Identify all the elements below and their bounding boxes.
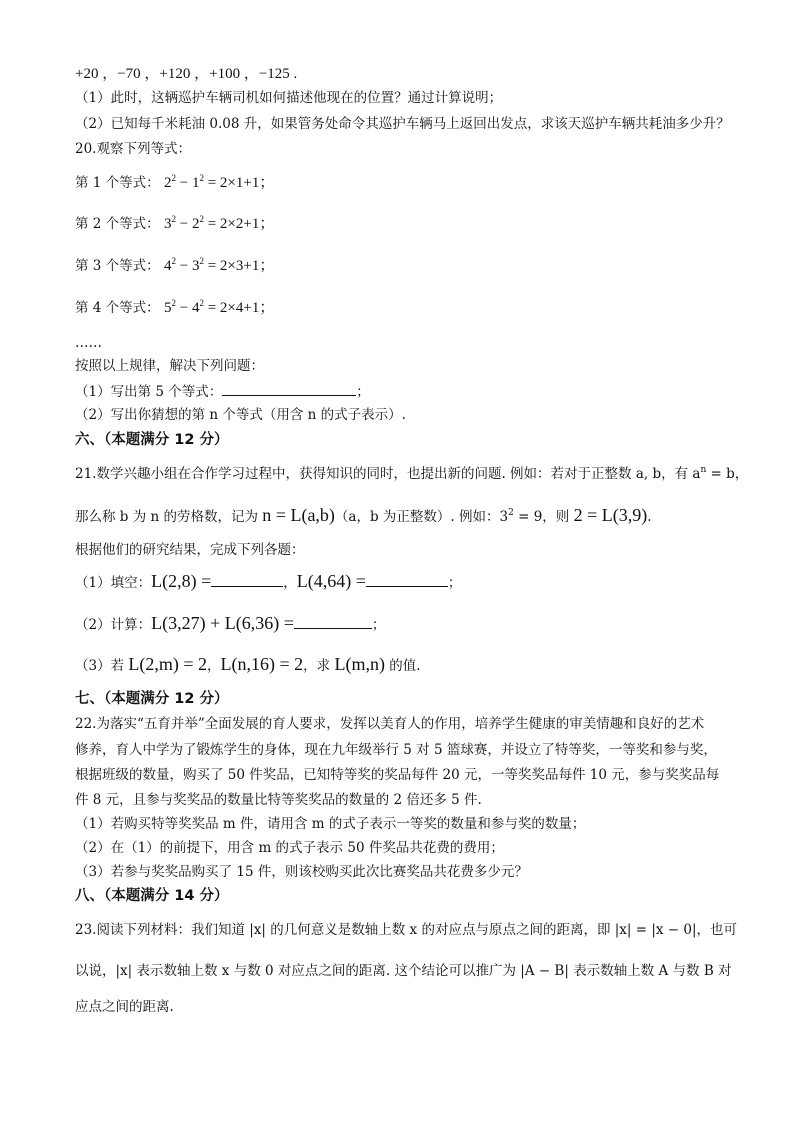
section-7-heading: 七、（本题满分 12 分） [75,691,229,707]
q21-line2: 那么称 b 为 n 的劳格数，记为 n = L(a,b)（a，b 为正整数）. 例如：$3^2 = 9$，则 2 = L(3,9). [75,505,652,525]
q20-equation-4 [75,298,754,318]
q22-line3: 根据班级的数量，购买了 50 件奖品，已知特等奖的奖品每件 20 元，一等奖奖品每件 10 元，参与奖奖品每 [75,767,720,783]
section-8-heading: 八、（本题满分 14 分） [75,888,229,904]
equation-body: $2^2 - 1^2 = 2\times 1+1$； [163,173,275,191]
section-6-heading: 六、（本题满分 12 分） [75,432,229,448]
q22-line4: 件 8 元，且参与奖奖品的数量比特等奖奖品的数量的 2 倍还多 5 件. [75,792,482,808]
q20-ellipsis: …… [75,335,102,351]
equation-label: 第 4 个等式： [75,300,160,316]
q21-part2: （2）计算：L(3,27) + L(6,36) = ； [75,613,386,633]
q23-line1: 23.阅读下列材料：我们知道 |x| 的几何意义是数轴上数 x 的对应点与原点之间的距离，即 |x| = |x − 0|，也可 [75,922,738,938]
q20-part2: （2）写出你猜想的第 n 个等式（用含 n 的式子表示）. [75,407,406,423]
q22-part1: （1）若购买特等奖奖品 m 件，请用含 m 的式子表示一等奖的数量和参与奖的数量； [75,816,586,832]
q22-part3: （3）若参与奖奖品购买了 15 件，则该校购买此次比赛奖品共花费多少元？ [75,864,528,880]
q22-line1: 22.为落实“五育并举”全面发展的育人要求，发挥以美育人的作用，培养学生健康的审美情趣和良好的艺术 [75,716,705,732]
equation-body: $5^2 - 4^2 = 2\times 4+1$； [163,298,275,316]
equation-label: 第 2 个等式： [75,216,160,232]
q22-part2: （2）在（1）的前提下，用含 m 的式子表示 50 件奖品共花费的费用； [75,840,504,856]
answer-blank[interactable] [211,572,283,587]
q20-equation-2 [75,214,754,234]
answer-blank[interactable] [366,572,448,587]
equation-label: 第 3 个等式： [75,258,160,274]
equation-label: 第 1 个等式： [75,175,160,191]
q21-line1: 21.数学兴趣小组在合作学习过程中，获得知识的同时，也提出新的问题. 例如：若对于正整数 a, b，有 $a^n = b$， [75,465,749,482]
equation-body: $3^2 - 2^2 = 2\times 2+1$； [163,214,275,232]
q19-part1: （1）此时，这辆巡护车辆司机如何描述他现在的位置？通过计算说明； [75,90,503,106]
q20-instruction: 按照以上规律，解决下列问题： [75,358,264,374]
q19-part2: （2）已知每千米耗油 0.08 升，如果管务处命令其巡护车辆马上返回出发点，求该天巡护车辆共耗油多少升？ [75,116,730,132]
q20-equation-1 [75,173,754,193]
q21-part3: （3）若 L(2,m) = 2，L(n,16) = 2，求 L(m,n) 的值. [75,654,421,674]
answer-blank[interactable] [294,614,372,629]
q20-equation-3 [75,256,754,276]
equation-body: $4^2 - 3^2 = 2\times 3+1$； [163,256,275,274]
q22-line2: 修养，育人中学为了锻炼学生的身体，现在九年级举行 5 对 5 篮球赛，并设立了特等奖，一等奖和参与奖， [75,742,717,758]
q20-intro: 20.观察下列等式： [75,141,191,157]
q23-line3: 应点之间的距离. [75,999,174,1015]
q23-line2: 以说，|x| 表示数轴上数 x 与数 0 对应点之间的距离. 这个结论可以推广为 |A − B| 表示数轴上数 A 与数 B 对 [75,963,732,979]
q20-part1: （1）写出第 5 个等式： ； [75,381,754,402]
answer-blank[interactable] [222,381,356,396]
q21-line3: 根据他们的研究结果，完成下列各题： [75,542,305,558]
q19-values-line: +20 ，−70 ，+120 ，+100 ，−125 . [75,66,298,82]
q21-part1: （1）填空：L(2,8) = ，L(4,64) = ； [75,571,462,591]
